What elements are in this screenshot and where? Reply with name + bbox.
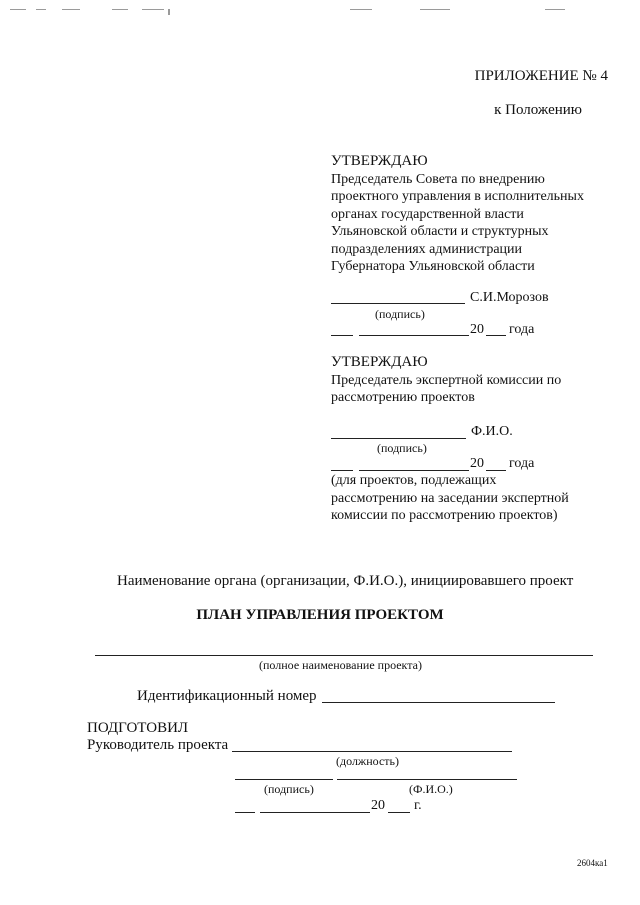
year-suffix: г. [414, 798, 422, 813]
scan-artifact [350, 9, 372, 10]
approval-line: Ульяновской области и структурных [331, 224, 549, 239]
day-line [331, 335, 353, 336]
approval-line: подразделениях администрации [331, 241, 523, 257]
attachment-title: ПРИЛОЖЕНИЕ № 4 [474, 68, 608, 84]
scan-artifact [62, 9, 80, 10]
scan-artifact [142, 9, 164, 10]
day-line [331, 470, 353, 471]
position-caption: (должность) [336, 754, 399, 768]
signature-caption: (подпись) [264, 782, 314, 796]
approver-name: Ф.И.О. [471, 424, 513, 439]
page-code: 2604ка1 [577, 858, 608, 868]
signature-line [235, 779, 333, 780]
year-suffix: года [509, 456, 535, 471]
day-line [235, 812, 255, 813]
manager-label: Руководитель проекта [87, 737, 229, 753]
scan-artifact [420, 9, 450, 10]
year-prefix: 20 [470, 456, 484, 471]
signature-line [331, 438, 466, 439]
month-line [359, 335, 469, 336]
fio-caption: (Ф.И.О.) [409, 782, 453, 796]
approval-block-2 [331, 354, 561, 407]
year-suffix: года [509, 322, 535, 337]
scan-artifact [168, 9, 170, 15]
month-line [359, 470, 469, 471]
project-name-caption: (полное наименование проекта) [259, 658, 422, 672]
month-line [260, 812, 370, 813]
scan-artifact [10, 9, 26, 10]
approval-heading: УТВЕРЖДАЮ [331, 354, 428, 370]
approval-line: органах государственной власти [331, 206, 524, 222]
approval-line: рассмотрению проектов [331, 390, 475, 405]
signature-caption: (подпись) [377, 441, 427, 455]
organization-line: Наименование органа (организации, Ф.И.О.), инициировавшего проект [117, 573, 574, 589]
scan-artifact [545, 9, 565, 10]
approval-block-1 [331, 153, 584, 276]
approver-name: С.И.Морозов [470, 290, 549, 305]
year-line [486, 470, 506, 471]
year-prefix: 20 [470, 322, 484, 337]
scan-artifact [112, 9, 128, 10]
approval-line: Председатель экспертной комиссии по [331, 372, 562, 388]
approval-heading: УТВЕРЖДАЮ [331, 153, 428, 169]
note-line: рассмотрению на заседании экспертной [331, 490, 569, 506]
signature-line [331, 303, 465, 304]
plan-title: ПЛАН УПРАВЛЕНИЯ ПРОЕКТОМ [196, 607, 444, 623]
year-line [486, 335, 506, 336]
signature-caption: (подпись) [375, 307, 425, 321]
approval-note [331, 472, 569, 525]
approval-line: Губернатора Ульяновской области [331, 259, 535, 274]
fio-line [337, 779, 517, 780]
position-line [232, 751, 512, 752]
note-line: (для проектов, подлежащих [331, 473, 497, 488]
note-line: комиссии по рассмотрению проектов) [331, 508, 558, 523]
id-number-label: Идентификационный номер [137, 688, 317, 704]
approval-line: Председатель Совета по внедрению [331, 171, 545, 187]
approval-line: проектного управления в исполнительных [331, 189, 584, 204]
year-line [388, 812, 410, 813]
scan-artifact [36, 9, 46, 10]
year-prefix: 20 [371, 798, 385, 813]
attachment-subtitle: к Положению [494, 102, 582, 118]
prepared-heading: ПОДГОТОВИЛ [87, 720, 189, 736]
project-name-line [95, 655, 593, 656]
id-number-line [322, 702, 555, 703]
